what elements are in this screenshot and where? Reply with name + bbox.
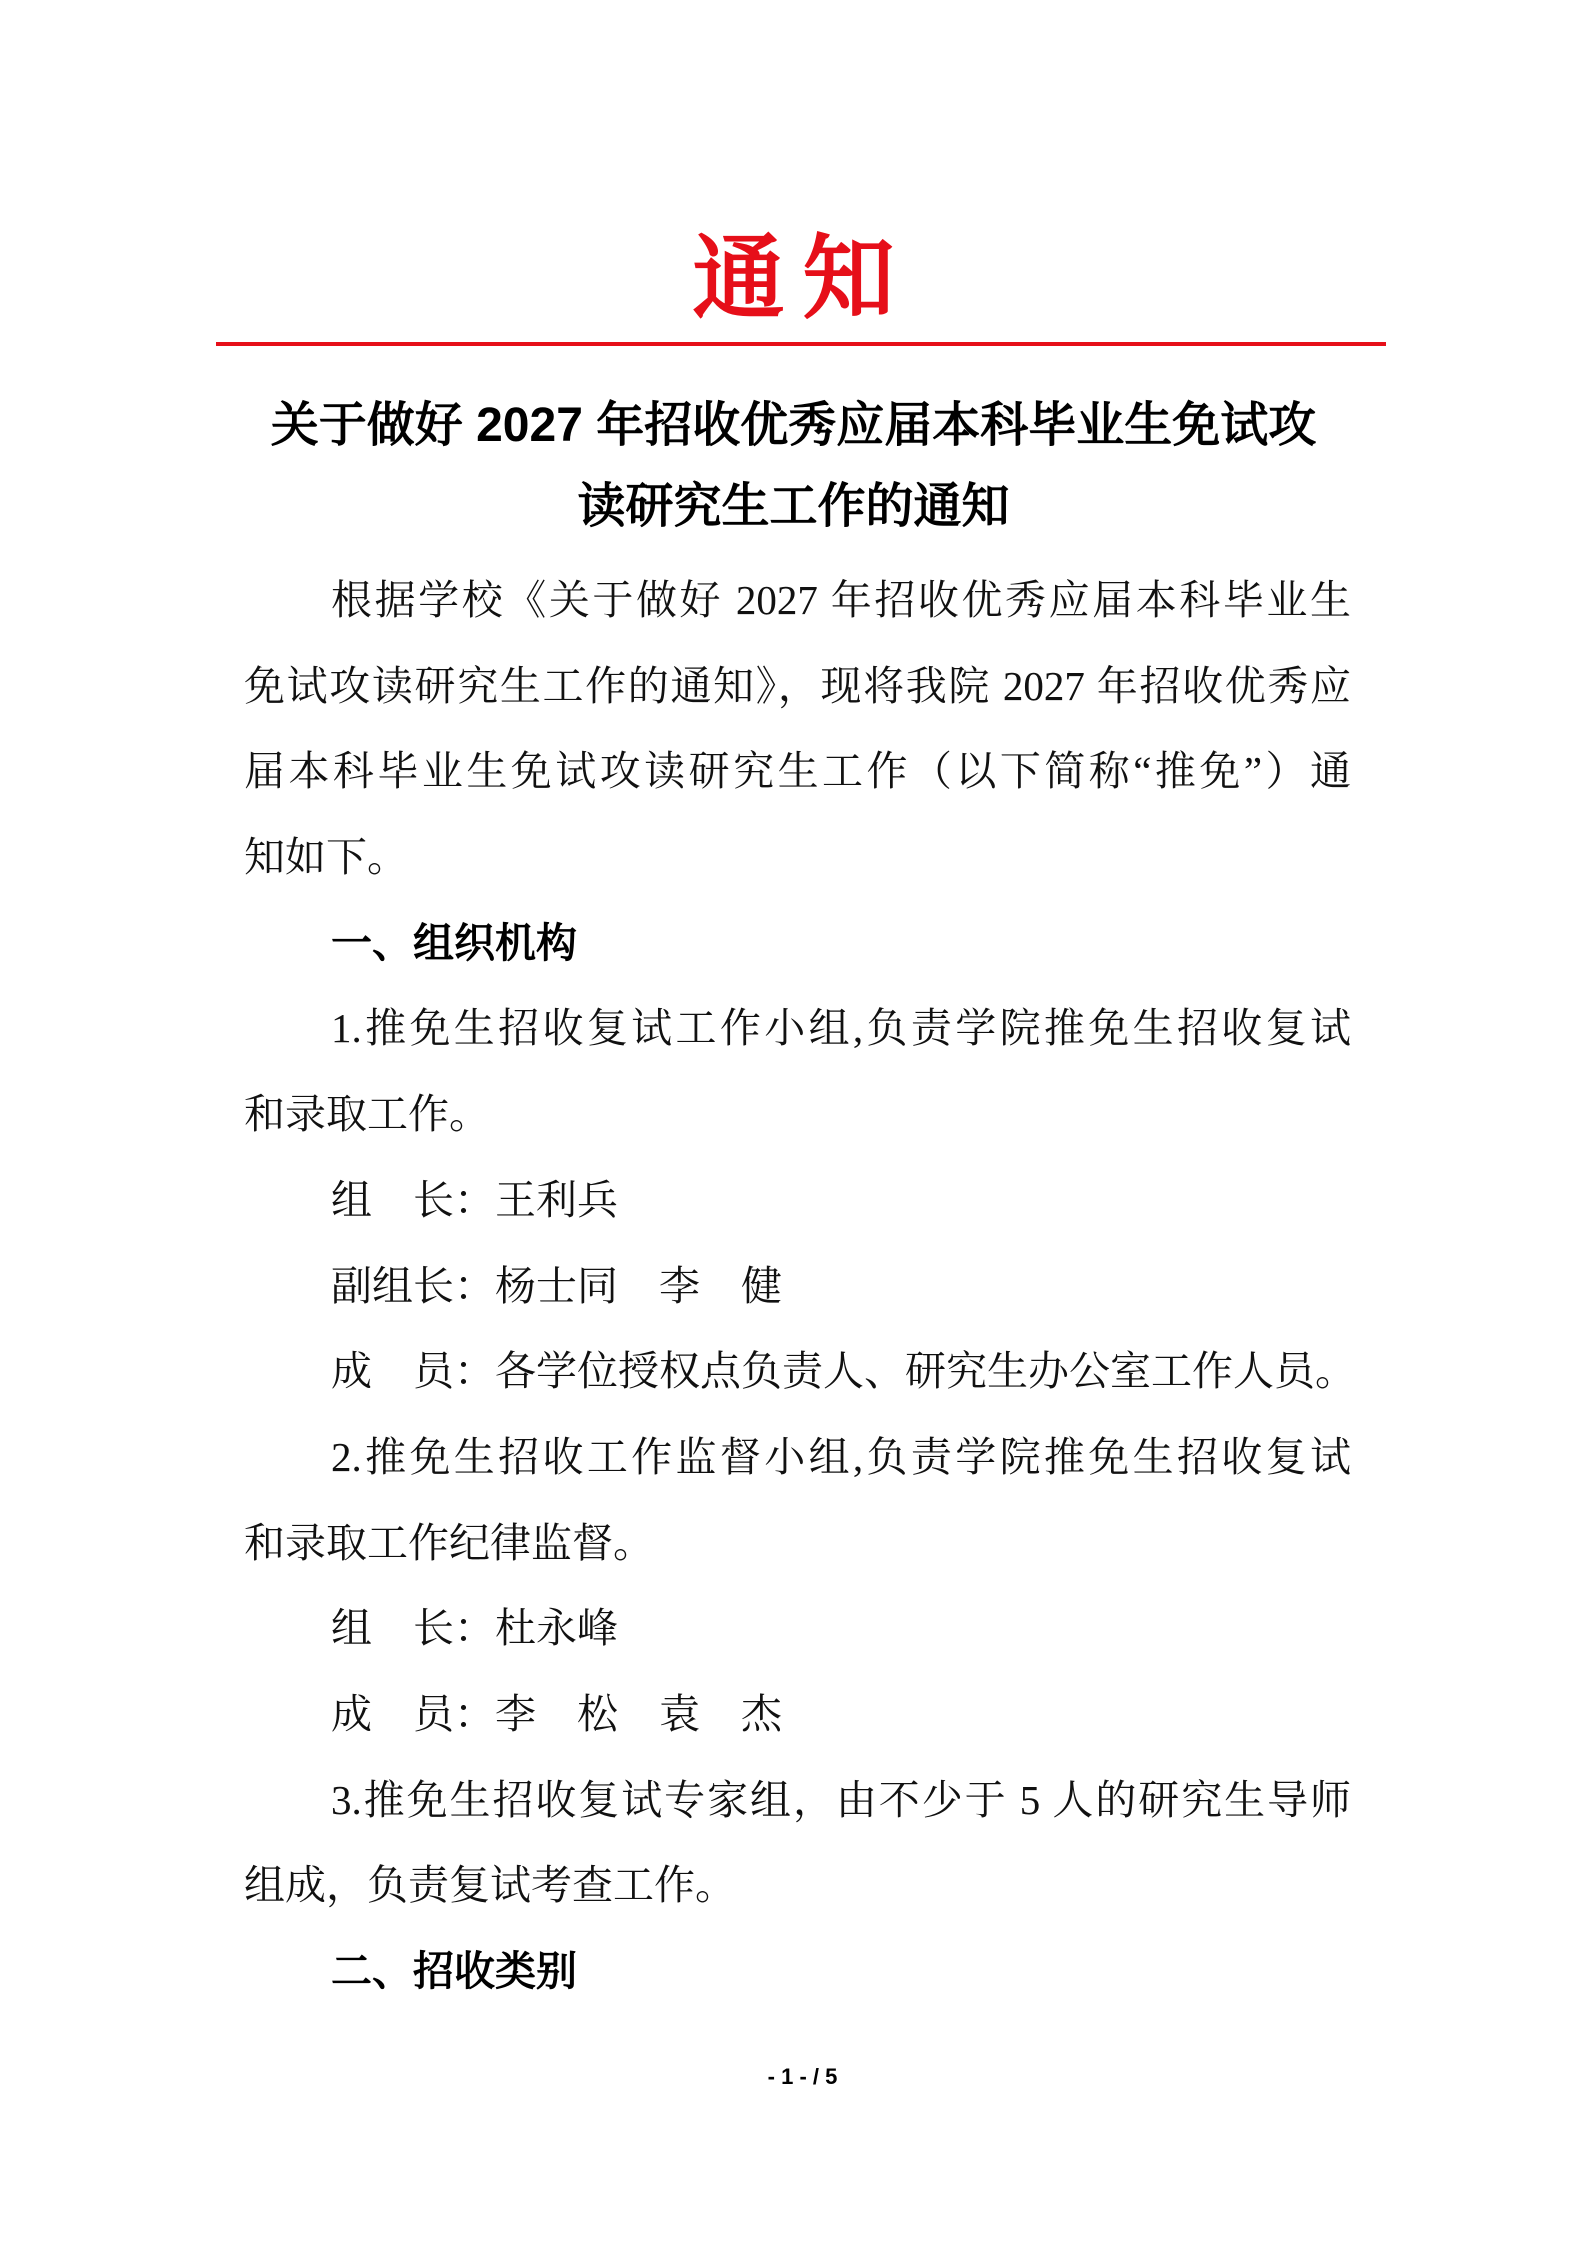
- role-row-leader: [244, 1158, 1351, 1244]
- group-description-line: 和录取工作纪律监督。: [244, 1519, 654, 1566]
- supervision-group: [244, 1415, 1351, 1758]
- paragraph-line: 免试攻读研究生工作的通知》，现将我院 2027 年招收优秀应: [244, 662, 1351, 709]
- page-number: - 1 - / 5: [767, 2064, 838, 2089]
- role-value: 各学位授权点负责人、研究生办公室工作人员。: [495, 1348, 1356, 1395]
- section-admission-categories: [244, 1929, 1351, 2015]
- document-body: [244, 558, 1356, 2015]
- role-row-members: [244, 1329, 1356, 1415]
- role-row-members: [244, 1672, 1351, 1758]
- paragraph-line: 根据学校《关于做好 2027 年招收优秀应届本科毕业生: [331, 577, 1351, 623]
- paragraph-line: 知如下。: [244, 834, 408, 881]
- section-heading: 一、组织机构: [331, 919, 577, 966]
- group-description-line: 1.推免生招收复试工作小组,负责学院推免生招收复试: [331, 1005, 1351, 1052]
- role-value: 杜永峰: [495, 1605, 618, 1652]
- section-organization: [244, 901, 1356, 1929]
- review-working-group: [244, 986, 1356, 1414]
- role-value: 王利兵: [495, 1176, 618, 1223]
- role-value: 李 松 袁 杰: [495, 1690, 782, 1737]
- role-value: 杨士同 李 健: [495, 1262, 782, 1309]
- role-label: 成 员：: [331, 1690, 495, 1737]
- group-description-line: 2.推免生招收工作监督小组,负责学院推免生招收复试: [331, 1433, 1351, 1480]
- paragraph-line: 届本科毕业生免试攻读研究生工作（以下简称“推免”）通: [244, 748, 1351, 795]
- role-label: 成 员：: [331, 1348, 495, 1395]
- role-label: 组 长：: [331, 1176, 495, 1223]
- group-description-line: 3.推免生招收复试专家组，由不少于 5 人的研究生导师: [331, 1776, 1351, 1823]
- intro-paragraph: [244, 558, 1351, 901]
- title-line: 读研究生工作的通知: [577, 480, 1010, 533]
- document-title: [0, 385, 1587, 547]
- role-label: 副组长：: [331, 1262, 495, 1309]
- title-line: 关于做好 2027 年招收优秀应届本科毕业生免试攻: [270, 399, 1317, 452]
- section-heading: 二、招收类别: [331, 1948, 577, 1994]
- expert-group: [244, 1758, 1351, 1929]
- role-row-leader: [244, 1586, 1351, 1672]
- masthead-red-rule: [216, 342, 1386, 346]
- group-description-line: 组成，负责复试考查工作。: [244, 1862, 736, 1909]
- role-label: 组 长：: [331, 1605, 495, 1652]
- role-row-deputy-leader: [244, 1244, 1351, 1330]
- notice-masthead: 通知: [692, 228, 913, 330]
- group-description-line: 和录取工作。: [244, 1091, 490, 1138]
